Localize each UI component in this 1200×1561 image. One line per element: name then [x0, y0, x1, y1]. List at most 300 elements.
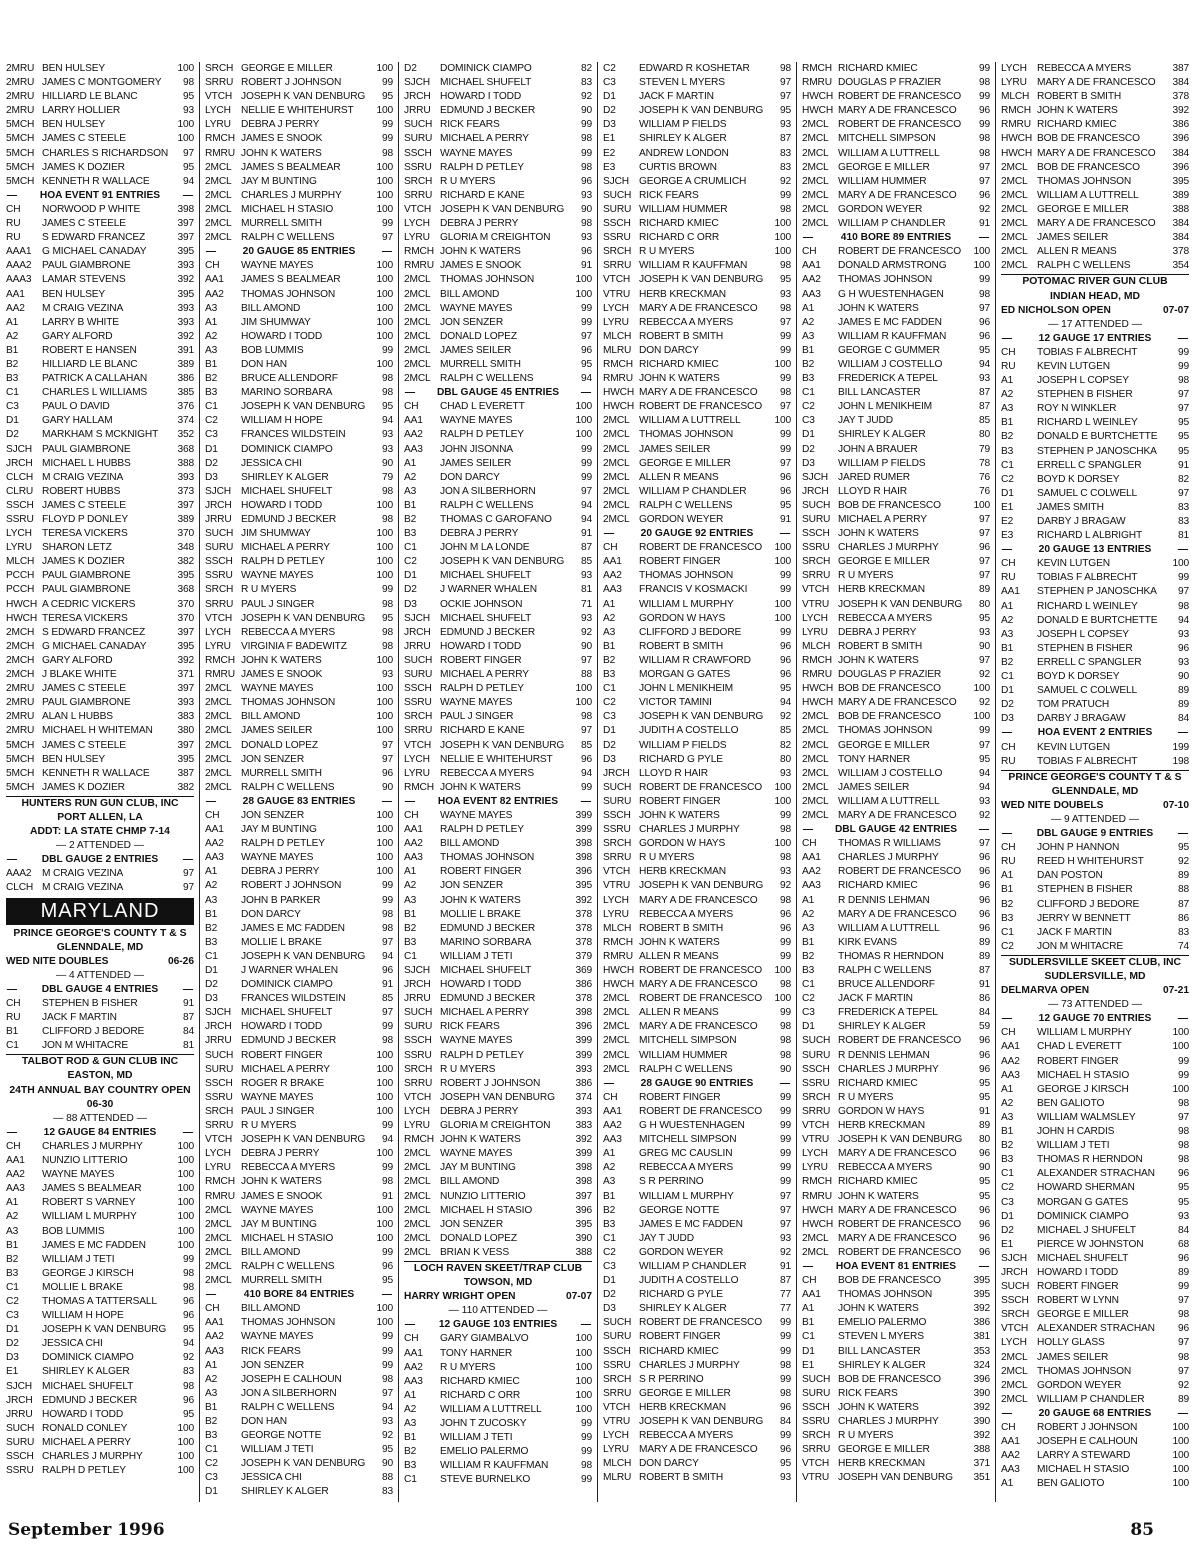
score: 89: [1177, 685, 1189, 697]
class-code: 2MCL: [205, 218, 232, 230]
result-row: [404, 682, 592, 696]
shooter-name: GORDON WEYER: [1037, 1379, 1122, 1391]
result-row: [603, 767, 791, 781]
shooter-name: BILL AMOND: [241, 302, 301, 314]
result-row: [802, 330, 990, 344]
class-code: JRCH: [6, 1394, 33, 1406]
shooter-name: JOSEPH K VAN DENBURG: [639, 105, 764, 117]
result-row: [603, 583, 791, 597]
shooter-name: STEVEN L MYERS: [838, 1331, 924, 1343]
event-header: [6, 853, 194, 867]
dash: —: [182, 1126, 194, 1138]
shooter-name: MICHAEL SHUFELT: [241, 1007, 333, 1019]
score: 96: [779, 485, 791, 497]
shooter-name: VICTOR TAMINI: [639, 697, 712, 709]
score: 98: [978, 77, 990, 89]
score: 100: [575, 288, 592, 300]
result-row: [603, 217, 791, 231]
shooter-name: PAUL J SINGER: [440, 711, 514, 723]
shooter-name: MICHAEL SHUFELT: [241, 485, 333, 497]
result-row: [6, 217, 194, 231]
score: 94: [580, 514, 592, 525]
shooter-name: WAYNE MAYES: [440, 302, 513, 314]
event-header: [6, 1126, 194, 1140]
result-row: [404, 1347, 592, 1361]
shooter-name: BILL AMOND: [440, 1176, 500, 1188]
shooter-name: ROBERT DE FRANCESCO: [639, 1317, 763, 1329]
score: 100: [1172, 1450, 1189, 1462]
score: 90: [580, 203, 592, 215]
score: 100: [177, 63, 194, 74]
shooter-name: ROBERT FINGER: [1037, 1055, 1119, 1067]
score: 99: [182, 1253, 194, 1265]
shooter-name: REBECCA A MYERS: [838, 1162, 932, 1174]
shooter-name: MICHAEL H STASIO: [241, 1232, 334, 1244]
score: 100: [177, 133, 194, 145]
shooter-name: GEORGE E MILLER: [639, 457, 731, 469]
result-row: [603, 344, 791, 358]
class-code: 2MCL: [205, 739, 232, 751]
class-code: A2: [1001, 1097, 1014, 1109]
shooter-name: ROBERT DE FRANCESCO: [838, 246, 962, 258]
class-code: A1: [1001, 870, 1014, 882]
class-code: A1: [205, 866, 218, 878]
event-header: [404, 1318, 592, 1332]
class-code: C2: [205, 415, 218, 427]
result-row: [1001, 459, 1189, 473]
result-row: [6, 471, 194, 485]
score: 99: [779, 1430, 791, 1442]
class-code: D2: [603, 1289, 616, 1301]
class-code: AAA1: [6, 246, 32, 258]
score: 98: [182, 1267, 194, 1279]
class-code: LYCH: [205, 1148, 231, 1160]
event-header-text: 20 GAUGE 68 ENTRIES: [1038, 1407, 1152, 1419]
score: 96: [779, 471, 791, 483]
dash: —: [1001, 727, 1013, 739]
score: 378: [575, 908, 592, 920]
score: 81: [580, 584, 592, 596]
result-row: [802, 175, 990, 189]
score: 95: [1177, 445, 1189, 457]
shooter-name: WILLIAM J TETI: [440, 950, 513, 962]
class-code: LYRU: [205, 640, 231, 652]
class-code: A3: [802, 330, 815, 342]
score: 85: [580, 556, 592, 568]
class-code: C2: [603, 697, 616, 709]
result-row: [1001, 1040, 1189, 1054]
class-code: SURU: [603, 1331, 632, 1343]
shooter-name: BEN HULSEY: [42, 753, 106, 765]
result-row: [802, 485, 990, 499]
event-header: [6, 983, 194, 997]
result-row: [603, 471, 791, 485]
shooter-name: GARY HALLAM: [42, 415, 113, 427]
shooter-name: JAMES E SNOOK: [241, 1190, 323, 1202]
result-row: [205, 485, 393, 499]
shooter-name: JON M WHITACRE: [1037, 940, 1123, 952]
shooter-name: DAN POSTON: [1037, 870, 1103, 882]
result-row: [6, 203, 194, 217]
shooter-name: JOHN K WATERS: [639, 809, 720, 821]
score: 99: [1177, 1069, 1189, 1081]
class-code: SRCH: [404, 711, 433, 723]
shooter-name: MICHAEL A PERRY: [440, 133, 529, 145]
result-row: [1001, 869, 1189, 883]
shooter-name: JAMES E MC FADDEN: [639, 1218, 743, 1230]
result-row: [802, 795, 990, 809]
result-row: [205, 1034, 393, 1048]
score: 100: [177, 1436, 194, 1448]
shooter-name: HOWARD I TODD: [241, 499, 323, 511]
class-code: RU: [1001, 856, 1016, 868]
dash: —: [182, 189, 194, 201]
class-code: SSCH: [802, 1401, 830, 1413]
result-row: [205, 1020, 393, 1034]
result-row: [205, 1161, 393, 1175]
class-code: 2MCL: [205, 1218, 232, 1230]
result-row: [6, 513, 194, 527]
score: 100: [575, 1333, 592, 1345]
shooter-name: ROBERT J JOHNSON: [440, 1077, 541, 1089]
result-row: [603, 1415, 791, 1429]
shoot-name: WED NITE DOUBELS: [1001, 799, 1104, 811]
score: 99: [580, 443, 592, 455]
score: 96: [978, 908, 990, 920]
result-row: [404, 654, 592, 668]
shooter-name: REBECCA A MYERS: [440, 767, 534, 779]
class-code: A3: [205, 344, 218, 356]
class-code: RMRU: [802, 669, 832, 681]
shooter-name: RICK FEARS: [440, 119, 500, 131]
shooter-name: ROBERT J JOHNSON: [241, 77, 342, 89]
result-row: [1001, 1463, 1189, 1477]
class-code: A2: [404, 880, 417, 892]
event-header-text: 12 GAUGE 103 ENTRIES: [438, 1319, 558, 1331]
class-code: A1: [205, 1359, 218, 1371]
result-row: [404, 330, 592, 344]
result-row: [802, 598, 990, 612]
score: 100: [774, 838, 791, 850]
shooter-name: HERB KRECKMAN: [838, 1458, 925, 1470]
score: 98: [1177, 1351, 1189, 1363]
class-code: 2MCL: [205, 1232, 232, 1244]
class-code: VTCH: [603, 274, 631, 286]
score: 392: [575, 894, 592, 906]
results-column: [199, 62, 398, 1502]
result-row: [404, 1161, 592, 1175]
shooter-name: ROBERT HUBBS: [42, 485, 121, 497]
score: 100: [575, 429, 592, 441]
score: 99: [779, 936, 791, 948]
result-row: [802, 1204, 990, 1218]
class-code: RMCH: [404, 246, 434, 258]
class-code: A2: [603, 1162, 616, 1174]
result-row: [603, 978, 791, 992]
class-code: A1: [404, 457, 417, 469]
score: 90: [381, 457, 393, 469]
score: 93: [182, 105, 194, 117]
shooter-name: BILL LANCASTER: [838, 387, 921, 399]
result-row: [205, 1471, 393, 1485]
score: 87: [779, 1275, 791, 1287]
class-code: RMRU: [603, 373, 633, 385]
score: 89: [978, 950, 990, 962]
score: 100: [376, 866, 393, 878]
result-row: [205, 513, 393, 527]
class-code: SJCH: [404, 612, 431, 624]
score: 99: [580, 1446, 592, 1458]
class-code: 2MCL: [802, 809, 829, 821]
class-code: RMRU: [802, 77, 832, 89]
class-code: SURU: [802, 1049, 831, 1061]
result-row: [1001, 940, 1189, 954]
class-code: HWCH: [802, 683, 834, 695]
score: 100: [376, 260, 393, 272]
class-code: 2MCL: [404, 344, 431, 356]
result-row: [205, 894, 393, 908]
score: 100: [575, 1347, 592, 1359]
class-code: MLCH: [603, 1458, 632, 1470]
class-code: A3: [404, 485, 417, 497]
class-code: LYRU: [1001, 77, 1027, 89]
class-code: HWCH: [1001, 133, 1033, 145]
class-code: AA2: [6, 1169, 25, 1181]
result-row: [603, 753, 791, 767]
class-code: AA3: [404, 1375, 423, 1387]
result-row: [603, 400, 791, 414]
score: 87: [1177, 898, 1189, 910]
shoot-name: ED NICHOLSON OPEN: [1001, 304, 1111, 316]
result-row: [1001, 1322, 1189, 1336]
class-code: 2MCL: [404, 1218, 431, 1230]
class-code: C1: [6, 387, 19, 399]
score: 96: [978, 1063, 990, 1075]
result-row: [802, 668, 990, 682]
result-row: [6, 867, 194, 881]
result-row: [205, 1049, 393, 1063]
score: 383: [575, 1120, 592, 1132]
result-row: [6, 1267, 194, 1281]
result-row: [404, 781, 592, 795]
shooter-name: JAY T JUDD: [838, 415, 893, 427]
score: 100: [177, 1197, 194, 1209]
score: 97: [580, 485, 592, 497]
shooter-name: GORDON W HAYS: [639, 612, 726, 624]
result-row: [1001, 755, 1189, 769]
score: 399: [575, 1148, 592, 1160]
class-code: 2MCL: [404, 358, 431, 370]
class-code: SUCH: [205, 1049, 234, 1061]
class-code: RU: [6, 232, 21, 244]
shooter-name: RALPH D PETLEY: [241, 838, 325, 850]
class-code: VTRU: [802, 1472, 830, 1484]
shooter-name: RALPH C WELLENS: [241, 1260, 335, 1272]
score: 68: [1177, 1238, 1189, 1250]
score: 100: [774, 598, 791, 610]
score: 380: [177, 725, 194, 737]
shooter-name: ALLEN R MEANS: [639, 471, 719, 483]
class-code: D2: [205, 979, 218, 991]
result-row: [6, 1323, 194, 1337]
class-code: AA2: [404, 1361, 423, 1373]
score: 97: [580, 654, 592, 666]
score: 399: [575, 809, 592, 821]
score: 95: [978, 344, 990, 356]
shooter-name: BOB DE FRANCESCO: [838, 499, 941, 511]
score: 98: [1177, 1154, 1189, 1166]
score: 92: [978, 203, 990, 215]
shooter-name: PIERCE W JOHNSTON: [1037, 1238, 1144, 1250]
score: 100: [376, 288, 393, 300]
shooter-name: LARRY A STEWARD: [1037, 1450, 1131, 1462]
class-code: D1: [1001, 487, 1014, 499]
result-row: [603, 781, 791, 795]
result-row: [603, 908, 791, 922]
result-row: [205, 1387, 393, 1401]
shooter-name: GEORGE E MILLER: [838, 1444, 930, 1456]
score: 98: [1177, 375, 1189, 387]
result-row: [1001, 1069, 1189, 1083]
class-code: VTRU: [802, 1134, 830, 1146]
shooter-name: SHIRLEY K ALGER: [241, 471, 329, 483]
score: 93: [580, 570, 592, 582]
event-header-text: HOA EVENT 91 ENTRIES: [39, 189, 161, 201]
shooter-name: WILLIAM J COSTELLO: [838, 767, 943, 779]
score: 96: [580, 344, 592, 356]
shooter-name: CHARLES J MURPHY: [639, 824, 740, 836]
score: 399: [575, 1035, 592, 1047]
result-row: [6, 654, 194, 668]
shooter-name: JOSEPH K VAN DENBURG: [639, 274, 764, 286]
score: 94: [580, 499, 592, 511]
shooter-name: RICHARD KMIEC: [639, 1345, 719, 1357]
score: 398: [575, 1176, 592, 1188]
score: 91: [978, 979, 990, 991]
score: 371: [973, 1458, 990, 1470]
score: 98: [779, 260, 791, 272]
shooter-name: ROBERT DE FRANCESCO: [639, 965, 763, 976]
result-row: [6, 1039, 194, 1053]
class-code: 2MCL: [802, 175, 829, 187]
result-row: [205, 76, 393, 90]
result-row: [205, 1204, 393, 1218]
attendance: — 2 ATTENDED —: [55, 840, 145, 852]
result-row: [205, 555, 393, 569]
score: 83: [1177, 926, 1189, 938]
shooter-name: HERB KRECKMAN: [639, 866, 726, 878]
score: 97: [182, 868, 194, 880]
shooter-name: PAUL GIAMBRONE: [42, 697, 131, 709]
class-code: SSRU: [603, 824, 631, 836]
result-row: [603, 372, 791, 386]
score: 396: [1172, 161, 1189, 173]
result-row: [1001, 90, 1189, 104]
score: 99: [779, 1105, 791, 1117]
result-row: [603, 1260, 791, 1274]
class-code: LYCH: [404, 753, 430, 765]
class-code: LYRU: [6, 542, 32, 554]
shooter-name: CHARLES S RICHARDSON: [42, 147, 168, 159]
class-code: AA1: [6, 288, 25, 300]
score: 99: [381, 880, 393, 892]
result-row: [603, 288, 791, 302]
class-code: HWCH: [802, 697, 834, 709]
score: 93: [580, 612, 592, 624]
class-code: 2MCL: [603, 1049, 630, 1061]
class-code: B2: [603, 1204, 616, 1216]
result-row: [603, 1119, 791, 1133]
class-code: RMRU: [205, 669, 235, 681]
class-code: LYRU: [603, 1444, 629, 1456]
result-row: [404, 1190, 592, 1204]
class-code: CH: [1001, 1027, 1016, 1039]
result-row: [802, 654, 990, 668]
result-row: [802, 316, 990, 330]
dash: —: [802, 1260, 814, 1272]
score: 100: [1172, 1478, 1189, 1490]
class-code: VTCH: [404, 739, 432, 751]
class-code: A2: [404, 471, 417, 483]
result-row: [205, 879, 393, 893]
class-code: C3: [603, 711, 616, 723]
score: 97: [779, 91, 791, 103]
class-code: SURU: [603, 795, 632, 807]
class-code: 5MCH: [6, 175, 35, 187]
result-row: [205, 583, 393, 597]
class-code: D2: [404, 584, 417, 596]
shooter-name: BILL AMOND: [440, 838, 500, 850]
dash: —: [1001, 1407, 1013, 1419]
class-code: D1: [404, 570, 417, 582]
class-code: LYCH: [1001, 1337, 1027, 1349]
score: 100: [973, 711, 990, 723]
shooter-name: JOSEPH K VAN DENBURG: [42, 1324, 167, 1336]
class-code: AA2: [404, 429, 423, 441]
score: 369: [575, 965, 592, 976]
score: 393: [177, 697, 194, 709]
class-code: A3: [802, 922, 815, 934]
score: 96: [978, 880, 990, 892]
shooter-name: ROBERT E HANSEN: [42, 344, 137, 356]
shooter-name: DEBRA J PERRY: [838, 626, 917, 638]
score: 96: [381, 965, 393, 976]
score: 99: [580, 1474, 592, 1486]
shooter-name: LLOYD R HAIR: [639, 767, 708, 779]
dash: —: [205, 246, 217, 258]
result-row: [802, 1401, 990, 1415]
class-code: RMCH: [205, 133, 235, 145]
shooter-name: WILLIAM R KAUFFMAN: [838, 330, 947, 342]
event-header: [802, 1260, 990, 1274]
shooter-name: HERB KRECKMAN: [838, 1120, 925, 1132]
score: 98: [779, 894, 791, 906]
score: 385: [177, 387, 194, 399]
result-row: [404, 1105, 592, 1119]
result-row: [802, 992, 990, 1006]
result-row: [802, 978, 990, 992]
class-code: RMCH: [603, 358, 633, 370]
score: 393: [575, 1063, 592, 1075]
shooter-name: EDMUND J BECKER: [440, 105, 536, 117]
score: 374: [177, 415, 194, 427]
shooter-name: DEBRA J PERRY: [241, 1148, 320, 1160]
score: 98: [779, 979, 791, 991]
shooter-name: GORDON WEYER: [639, 1246, 724, 1258]
shooter-name: HERB KRECKMAN: [838, 584, 925, 596]
class-code: C1: [1001, 671, 1014, 683]
shooter-name: SHIRLEY K ALGER: [838, 429, 926, 441]
